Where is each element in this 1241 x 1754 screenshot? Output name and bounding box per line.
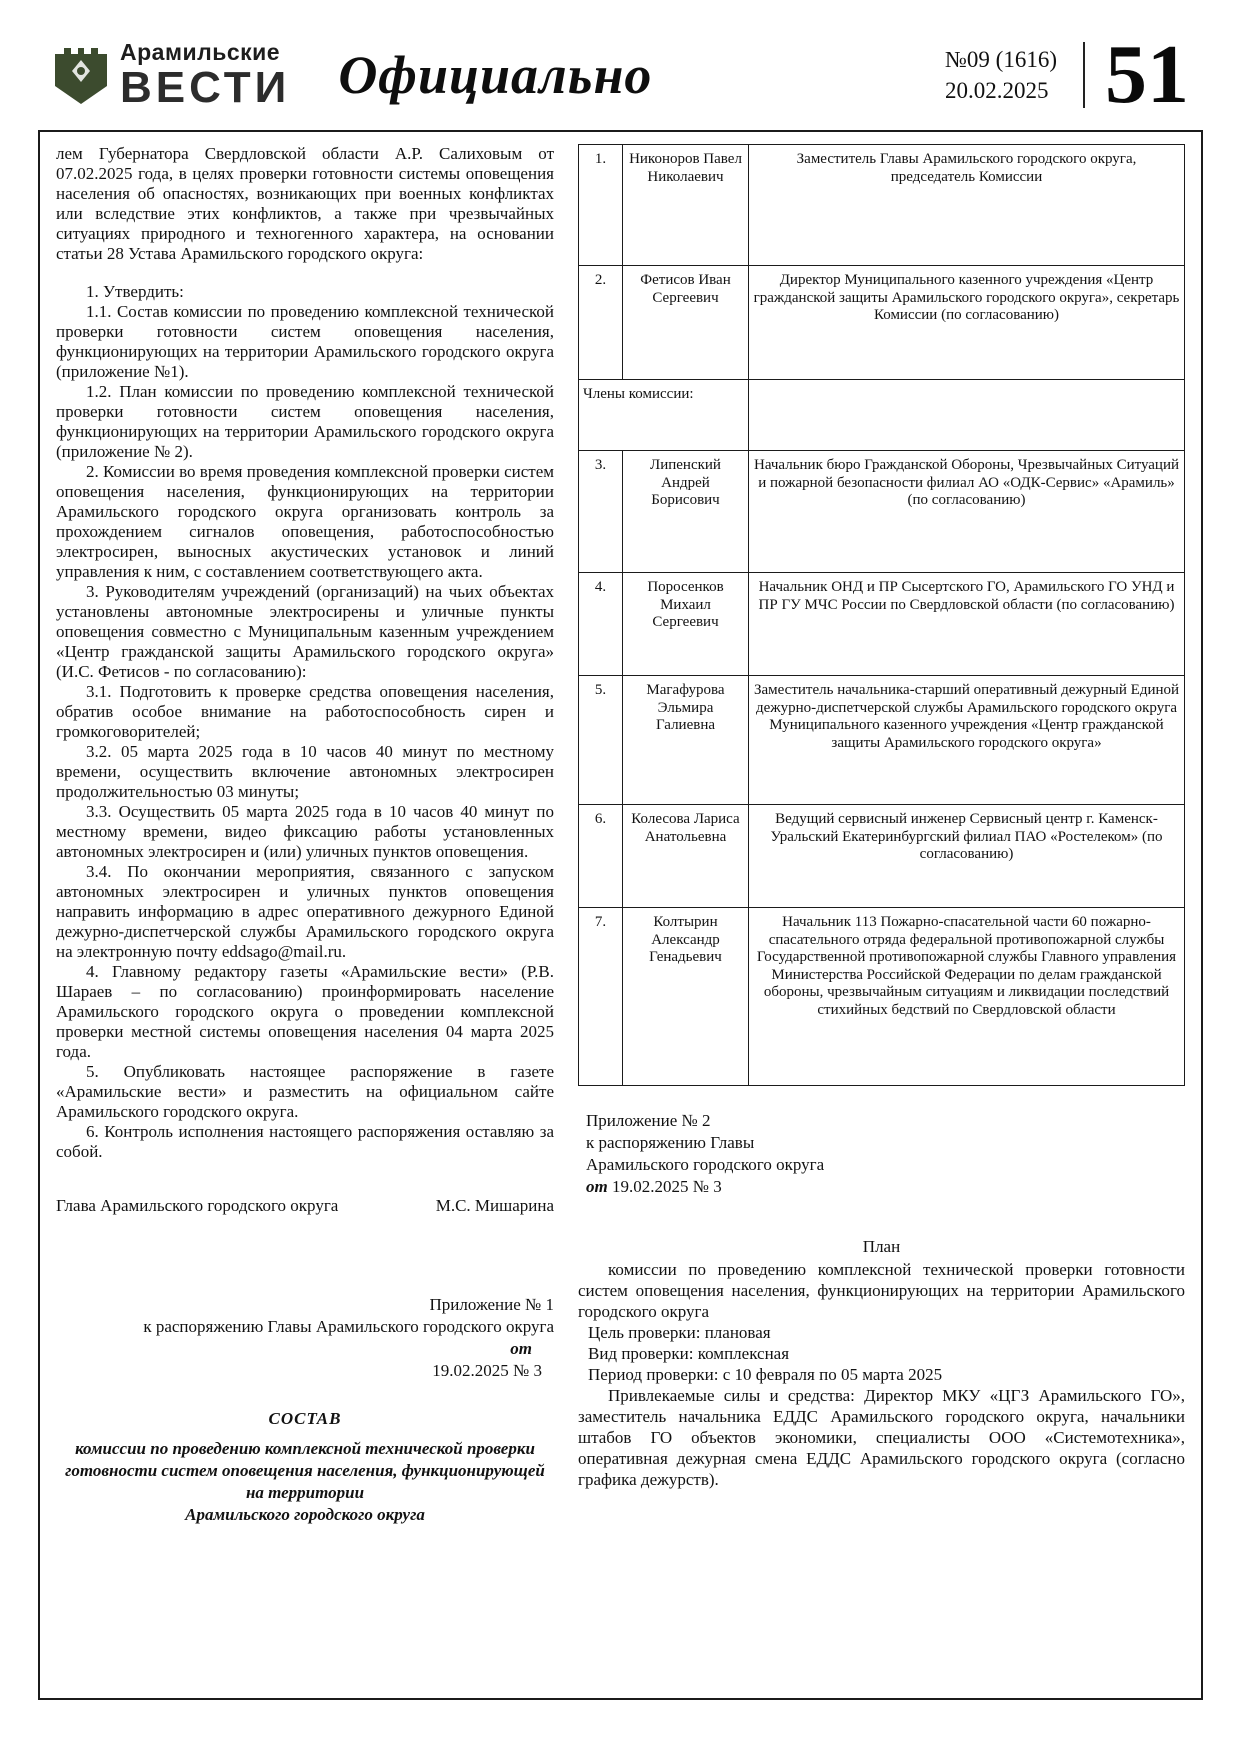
commission-column xyxy=(578,144,1185,1686)
decree-paragraph: 3.2. 05 марта 2025 года в 10 часов 40 минут по местному времени, осуществить включение автономных электросирен продолжительностью 03 минуты; xyxy=(56,742,554,801)
decree-text-column xyxy=(56,144,554,1686)
appendix-1-date: 19.02.2025 № 3 xyxy=(432,1361,542,1380)
plan-goal: Цель проверки: плановая xyxy=(588,1323,771,1342)
table-row xyxy=(579,573,1185,676)
issue-block xyxy=(945,44,1057,106)
member-name: Липенский Андрей Борисович xyxy=(623,451,749,573)
table-row xyxy=(579,908,1185,1086)
row-number: 6. xyxy=(579,805,623,908)
sostav-body: комиссии по проведению комплексной технической проверки готовности систем оповещения населения, функционирующей на территории xyxy=(65,1439,545,1502)
appendix-2-subtitle-1: к распоряжению Главы xyxy=(586,1133,755,1152)
newspaper-logo xyxy=(52,38,291,112)
member-name: Магафурова Эльмира Галиевна xyxy=(623,676,749,805)
member-name: Поросенков Михаил Сергеевич xyxy=(623,573,749,676)
table-row xyxy=(579,676,1185,805)
plan-kind: Вид проверки: комплексная xyxy=(588,1344,790,1363)
decree-paragraph: 1.2. План комиссии по проведению комплексной технической проверки готовности систем оповещения населения, функционирующих на территории Арамильского городского округа (приложение № 2). xyxy=(56,382,554,461)
emblem-icon xyxy=(52,44,110,106)
member-role: Директор Муниципального казенного учреждения «Центр гражданской защиты Арамильского городского округа», секретарь Комиссии (по согласованию) xyxy=(749,266,1185,380)
sostav-last-line: Арамильского городского округа xyxy=(185,1505,425,1524)
table-row xyxy=(579,805,1185,908)
signature-name: М.С. Мишарина xyxy=(435,1196,554,1215)
member-name: Колесова Лариса Анатольевна xyxy=(623,805,749,908)
signature-position: Глава Арамильского городского округа xyxy=(56,1196,339,1215)
row-number: 7. xyxy=(579,908,623,1086)
appendix-1-subtitle: к распоряжению Главы Арамильского городского округа xyxy=(143,1317,554,1336)
page-number: 51 xyxy=(1105,28,1189,121)
appendix-2-heading xyxy=(578,1110,1185,1198)
issue-date: 20.02.2025 xyxy=(944,78,1049,103)
content-frame xyxy=(38,130,1203,1700)
table-row-members-label xyxy=(579,380,1185,451)
appendix-2-title: Приложение № 2 xyxy=(586,1111,711,1130)
member-role: Начальник 113 Пожарно-спасательной части 60 пожарно-спасательного отряда федеральной противопожарной службы Государственной противопожарной службы Главного управления Министерства Российской Федерации по делам гражданской обороны, чрезвычайным ситуациям и ликвидации последствий стихийных бедствий по Свердловской области xyxy=(749,908,1185,1086)
appendix-1-ot: от xyxy=(510,1339,532,1358)
decree-paragraph: 4. Главному редактору газеты «Арамильские вести» (Р.В. Шараев – по согласованию) проинформировать население Арамильского городского округа о проведении комплексной проверки местной системы оповещения населения 04 марта 2025 года. xyxy=(56,962,554,1061)
masthead-divider xyxy=(1083,42,1085,108)
plan-period: Период проверки: с 10 февраля по 05 марта 2025 xyxy=(588,1365,943,1384)
decree-paragraph: 3.3. Осуществить 05 марта 2025 года в 10 часов 40 минут по местному времени, видео фиксацию работы установленных автономных электросирен и (или) уличных пунктов оповещения. xyxy=(56,802,554,861)
member-name: Никоноров Павел Николаевич xyxy=(623,145,749,266)
members-label: Члены комиссии: xyxy=(579,380,749,451)
row-number: 2. xyxy=(579,266,623,380)
empty-cell xyxy=(749,380,1185,451)
decree-paragraph: 1. Утвердить: xyxy=(86,282,184,301)
sostav-heading xyxy=(56,1408,554,1526)
member-role: Начальник ОНД и ПР Сысертского ГО, Арамильского ГО УНД и ПР ГУ МЧС России по Свердловской области (по согласованию) xyxy=(749,573,1185,676)
appendix-2-date-line xyxy=(586,1176,1185,1198)
decree-paragraph: 3. Руководителям учреждений (организаций) на чьих объектах установлены автономные электросирены и уличные пункты оповещения совместно с Муниципальным казенным учреждением «Центр гражданской защиты Арамильского городского округа» (И.С. Фетисов - по согласованию): xyxy=(56,582,554,681)
signature-line xyxy=(56,1196,554,1216)
decree-paragraph: 3.4. По окончании мероприятия, связанного с запуском автономных электросирен и уличных пунктов оповещения направить информацию в адрес оперативного дежурного Единой дежурно-диспетчерской службы Арамильского городского округа на электронную почту eddsago@mail.ru. xyxy=(56,862,554,961)
member-name: Фетисов Иван Сергеевич xyxy=(623,266,749,380)
appendix-2-ot: от xyxy=(586,1177,608,1196)
row-number: 3. xyxy=(579,451,623,573)
brand-name-top: Арамильские xyxy=(120,38,281,65)
brand-name-bottom: ВЕСТИ xyxy=(120,62,291,112)
decree-paragraph: 6. Контроль исполнения настоящего распоряжения оставляю за собой. xyxy=(56,1122,554,1161)
plan-section xyxy=(578,1236,1185,1490)
decree-paragraph: 1.1. Состав комиссии по проведению комплексной технической проверки готовности систем оповещения населения, функционирующих на территории Арамильского городского округа (приложение №1). xyxy=(56,302,554,381)
member-role: Заместитель начальника-старший оперативный дежурный Единой дежурно-диспетчерской службы Арамильского городского округа Муниципального казенного учреждения «Центр гражданской защиты Арамильского городского округа» xyxy=(749,676,1185,805)
row-number: 5. xyxy=(579,676,623,805)
table-row xyxy=(579,451,1185,573)
decree-paragraph: 5. Опубликовать настоящее распоряжение в газете «Арамильские вести» и разместить на официальном сайте Арамильского городского округа. xyxy=(56,1062,554,1121)
commission-table xyxy=(578,144,1185,1086)
section-title: Официально xyxy=(338,45,653,105)
appendix-1-title: Приложение № 1 xyxy=(429,1295,554,1314)
masthead xyxy=(38,28,1203,130)
decree-paragraph: 3.1. Подготовить к проверке средства оповещения населения, обратив особое внимание на работоспособность сирен и громкоговорителей; xyxy=(56,682,554,741)
plan-forces: Привлекаемые силы и средства: Директор МКУ «ЦГЗ Арамильского ГО», заместитель начальника ЕДДС Арамильского городского округа, начальники штабов ГО объектов экономики, специалисты ООО «Системотехника», оперативная дежурная смена ЕДДС Арамильского городского округа (согласно графика дежурств). xyxy=(578,1386,1185,1489)
decree-paragraph: лем Губернатора Свердловской области А.Р. Салиховым от 07.02.2025 года, в целях проверки готовности системы оповещения населения об опасностях, возникающих при военных конфликтах или вследствие этих конфликтов, а также при чрезвычайных ситуациях природного и техногенного характера, на основании статьи 28 Устава Арамильского городского округа: xyxy=(56,144,554,263)
plan-intro: комиссии по проведению комплексной технической проверки готовности систем оповещения населения, функционирующих на территории Арамильского городского округа xyxy=(578,1260,1185,1321)
member-name: Колтырин Александр Генадьевич xyxy=(623,908,749,1086)
brand-text xyxy=(120,38,291,112)
appendix-1-heading xyxy=(56,1294,554,1382)
member-role: Заместитель Главы Арамильского городского округа, председатель Комиссии xyxy=(749,145,1185,266)
decree-paragraph: 2. Комиссии во время проведения комплексной проверки систем оповещения населения, функционирующих на территории Арамильского городского округа организовать контроль за прохождением сигналов оповещения, работоспособностью электросирен, выносных акустических установок и линий управления к ним, с составлением соответствующего акта. xyxy=(56,462,554,581)
member-role: Начальник бюро Гражданской Обороны, Чрезвычайных Ситуаций и пожарной безопасности филиал АО «ОДК-Сервис» «Арамиль» (по согласованию) xyxy=(749,451,1185,573)
issue-number: №09 (1616) xyxy=(944,47,1057,72)
appendix-2-subtitle-2: Арамильского городского округа xyxy=(586,1155,825,1174)
row-number: 4. xyxy=(579,573,623,676)
plan-title: План xyxy=(862,1237,901,1256)
member-role: Ведущий сервисный инженер Сервисный центр г. Каменск-Уральский Екатеринбургский филиал ПАО «Ростелеком» (по согласованию) xyxy=(749,805,1185,908)
row-number: 1. xyxy=(579,145,623,266)
table-row xyxy=(579,266,1185,380)
sostav-title: СОСТАВ xyxy=(268,1409,342,1428)
table-row xyxy=(579,145,1185,266)
appendix-2-date: 19.02.2025 № 3 xyxy=(611,1177,722,1196)
